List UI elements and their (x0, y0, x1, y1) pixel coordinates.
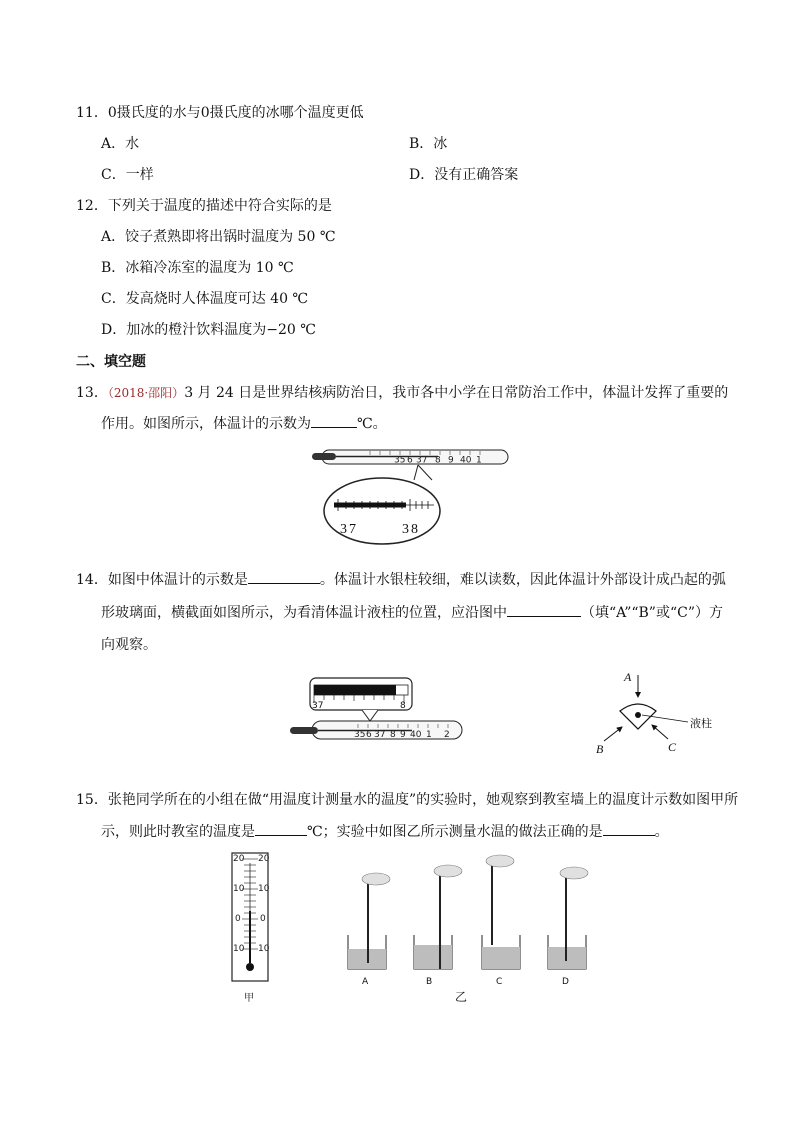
q15-line2-post: 。 (654, 824, 669, 840)
q13-answer-blank[interactable] (311, 415, 357, 428)
q13-scale-label: 37 (416, 455, 428, 466)
q15-beaker-a (348, 873, 390, 969)
q15-wall-scale-label: 0 (260, 914, 266, 924)
q15-beaker-label-d: D (562, 977, 569, 987)
q14-answer-blank-2[interactable] (507, 604, 581, 617)
q14-liquid-column-dot (635, 712, 641, 718)
q15-wall-scale-label: 20 (233, 854, 245, 864)
q13-line2 (101, 413, 387, 433)
q15-hand-icon (434, 865, 462, 877)
q15-jia-label: 甲 (244, 993, 254, 1004)
q15-hand-icon (560, 867, 588, 879)
q13-scale-label: 35 (394, 455, 406, 466)
q14-line1-pre: 14．如图中体温计的示数是 (76, 572, 248, 588)
q13-scale-label: 8 (435, 455, 441, 466)
q15-hand-icon (486, 855, 514, 867)
q11-stem: 11．0摄氏度的水与0摄氏度的冰哪个温度更低 (76, 105, 364, 121)
q15-answer-blank-2[interactable] (603, 823, 655, 836)
q13-scale-label: 40 (460, 455, 472, 466)
q11-option-c: C．一样 (101, 167, 154, 183)
q13-bulb-icon (312, 453, 336, 460)
q14-scale-label: 37 (374, 730, 386, 740)
q12-option-b: B．冰箱冷冻室的温度为 10 ℃ (101, 260, 294, 276)
q14-scale-label: 40 (410, 730, 422, 740)
q15-wall-scale-label: 10 (258, 884, 270, 894)
q14-scale-label: 1 (426, 730, 432, 740)
q15-wall-scale-label: 0 (235, 914, 241, 924)
q15-hand-icon (362, 873, 390, 885)
q12-option-a: A．饺子煮熟即将出锅时温度为 50 ℃ (101, 229, 336, 245)
q12-option-d: D．加冰的橙汁饮料温度为−20 ℃ (101, 322, 316, 338)
q13-thermometer-figure (310, 445, 515, 545)
q13-scale-label: 1 (476, 455, 482, 466)
q12-stem: 12．下列关于温度的描述中符合实际的是 (76, 198, 332, 214)
q15-line1: 15．张艳同学所在的小组在做“用温度计测量水的温度”的实验时，她观察到教室墙上的温度计示数如图甲所 (76, 792, 739, 808)
q15-line2 (101, 821, 669, 841)
q14-zoom-label-37: 37 (312, 701, 324, 711)
q14-arrow-b-icon (604, 727, 622, 741)
q13-scale-label: 6 (407, 455, 413, 466)
q15-wall-scale-label: 10 (233, 944, 245, 954)
q14-scale-label: 6 (366, 730, 372, 740)
q15-wall-scale-label: 20 (258, 854, 270, 864)
q14-scale-label: 9 (400, 730, 406, 740)
q14-line3: 向观察。 (101, 637, 157, 653)
q13-line2-post: ℃。 (357, 416, 387, 432)
q14-scale-label: 8 (390, 730, 396, 740)
q15-wall-bulb-icon (246, 963, 254, 971)
q14-line1-post: 。体温计水银柱较细，难以读数，因此体温计外部设计成凸起的弧 (319, 572, 726, 588)
q14-line2-pre: 形玻璃面，横截面如图所示，为看清体温计液柱的位置，应沿图中 (101, 605, 507, 621)
q12-option-c: C．发高烧时人体温度可达 40 ℃ (101, 291, 309, 307)
q14-line2 (101, 602, 723, 622)
q13-scale-label: 9 (448, 455, 454, 466)
q13-source: （2018·邵阳） (107, 386, 185, 400)
q14-zoom-label-8: 8 (400, 701, 406, 711)
q15-wall-scale-label: 10 (233, 884, 245, 894)
q15-beakers-figure (340, 851, 600, 1007)
q14-cross-section-figure (592, 669, 722, 757)
q14-point-c: C (668, 740, 677, 754)
q14-liquid-label: 液柱 (690, 717, 712, 730)
q14-bulb-icon (290, 727, 318, 734)
q13-zoom-label-38: 38 (402, 522, 420, 537)
q15-wall-scale-label: 10 (258, 944, 270, 954)
q14-scale-label: 2 (444, 730, 450, 740)
q15-beaker-label-b: B (426, 977, 433, 987)
q13-line1 (76, 382, 728, 402)
q15-beaker-label-c: C (496, 977, 503, 987)
q15-answer-blank-1[interactable] (255, 823, 307, 836)
q13-line2-pre: 作用。如图所示，体温计的示数为 (101, 416, 311, 432)
q11-option-d: D．没有正确答案 (409, 167, 519, 183)
q13-number: 13． (76, 385, 108, 401)
q15-line2-mid: ℃；实验中如图乙所示测量水温的做法正确的是 (307, 824, 603, 840)
q14-point-a: A (624, 670, 632, 684)
q14-point-b: B (596, 742, 604, 756)
section-title: 二、填空题 (76, 354, 146, 370)
q14-thermometer-figure (288, 677, 468, 747)
q14-line1 (76, 569, 726, 589)
q11-option-a: A．水 (101, 136, 140, 152)
q15-beaker-c (482, 855, 520, 969)
q11-option-b: B．冰 (409, 136, 448, 152)
q13-line1-text: 3 月 24 日是世界结核病防治日，我市各中小学在日常防治工作中，体温计发挥了重要的 (184, 385, 729, 401)
q14-scale-label: 35 (354, 730, 366, 740)
q15-wall-thermometer-figure (226, 851, 276, 1009)
q14-arrow-c-icon (652, 725, 668, 739)
q15-yi-label: 乙 (455, 990, 468, 1004)
q14-answer-blank-1[interactable] (248, 571, 320, 584)
q15-beaker-d (548, 867, 588, 969)
q14-line2-post: （填“A”“B”或“C”）方 (581, 605, 723, 621)
q15-line2-pre: 示，则此时教室的温度是 (101, 824, 255, 840)
q15-beaker-b (414, 865, 462, 969)
q15-beaker-label-a: A (362, 977, 369, 987)
q13-zoom-label-37: 37 (340, 522, 358, 537)
